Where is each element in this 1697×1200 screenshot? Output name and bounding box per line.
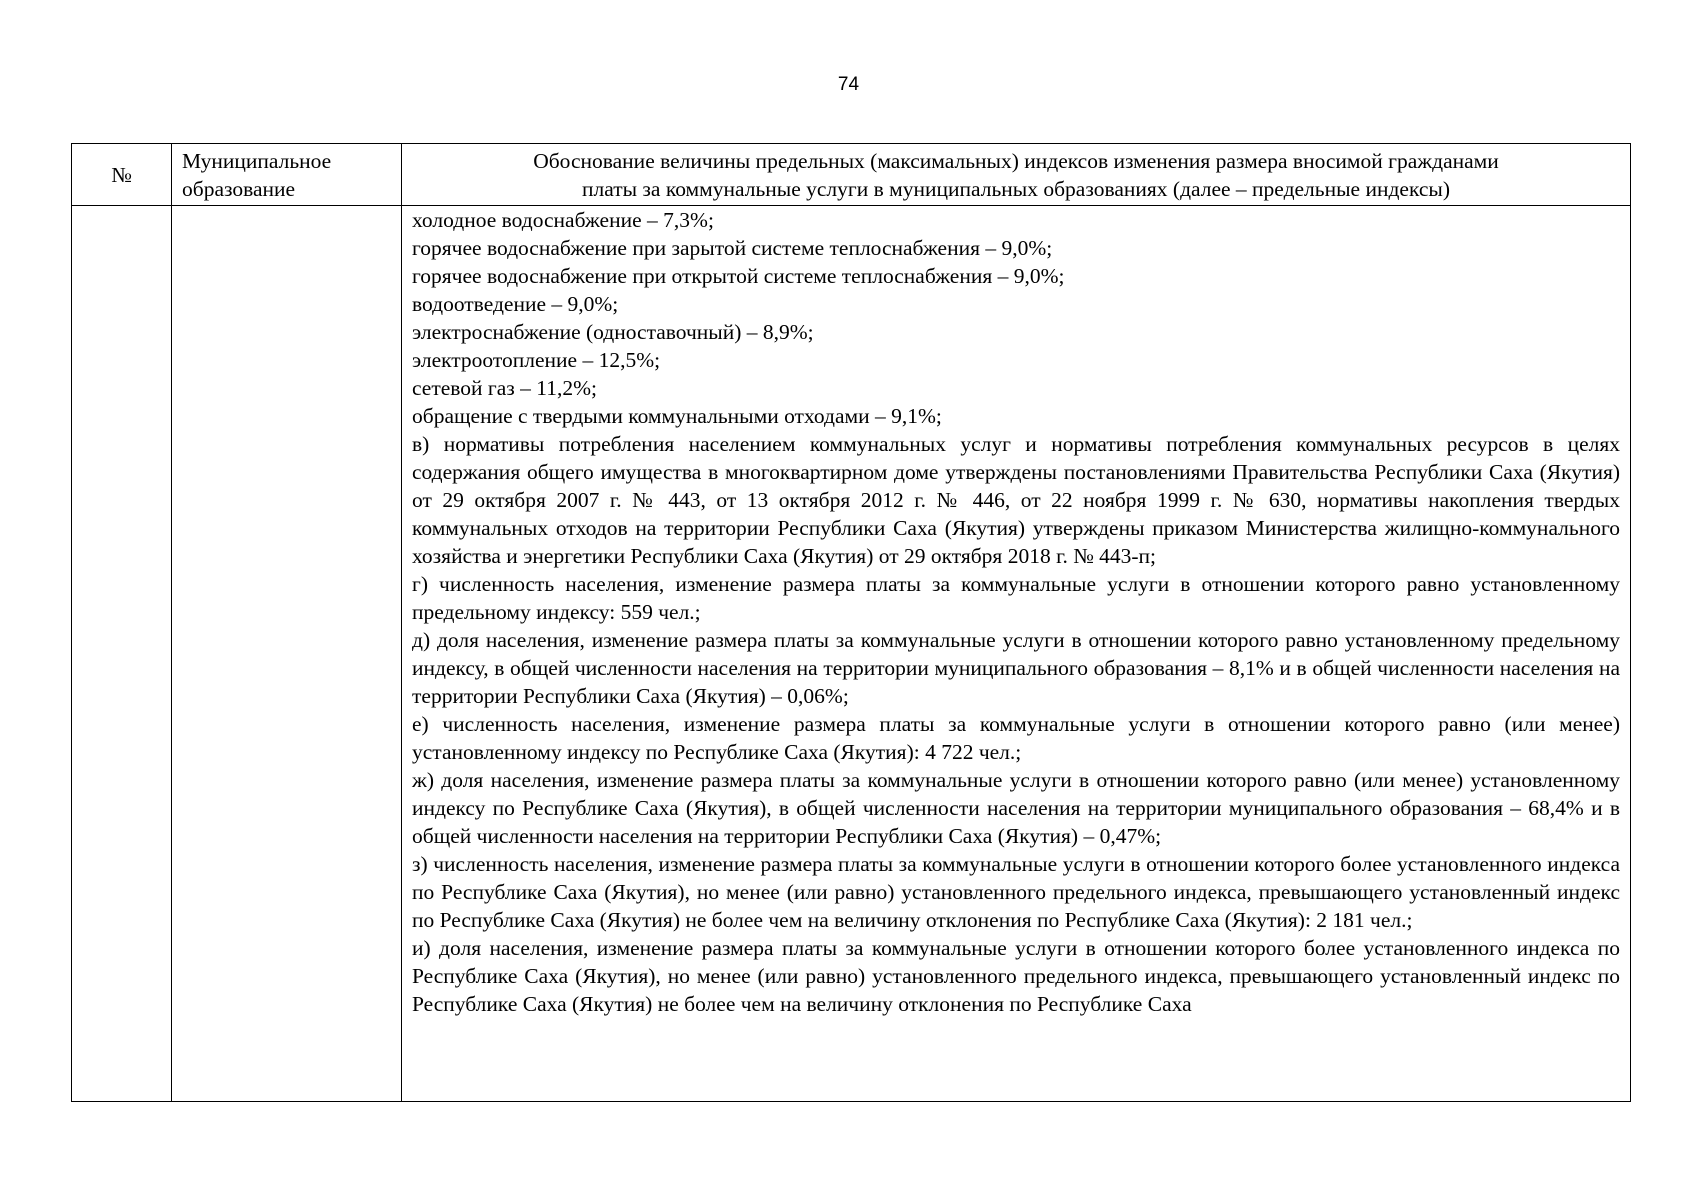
tariff-line-sewerage: водоотведение – 9,0%; [412, 292, 619, 316]
paragraph-d-share-equal: д) доля населения, изменение размера платы за коммунальные услуги в отношении которого равно установленному предельному индексу, в общей численности населения на территории муниципального образования – 8,1% и в общей численности населения на территории Республики Саха (Якутия) – 0,06%; [412, 628, 1620, 708]
tariff-line-cold-water: холодное водоснабжение – 7,3%; [412, 208, 714, 232]
page-number: 74 [837, 74, 860, 95]
row-justification-cell [402, 206, 1631, 1102]
row-municipality-cell [172, 206, 402, 1102]
table-row [72, 206, 1631, 1102]
table-header [72, 144, 1631, 206]
paragraph-i-share-more: и) доля населения, изменение размера платы за коммунальные услуги в отношении которого более установленного индекса по Республике Саха (Якутия), но менее (или равно) установленного предельного индекса, превышающего установленный индекс по Республике Саха (Якутия) не более чем на величину отклонения по Республике Саха [412, 936, 1620, 1016]
tariff-line-hot-water-open: горячее водоснабжение при открытой системе теплоснабжения – 9,0%; [412, 264, 1065, 288]
table-body [72, 206, 1631, 1102]
tariff-line-gas: сетевой газ – 11,2%; [412, 376, 597, 400]
header-municipality-line1: Муниципальное [182, 149, 332, 173]
paragraph-z-population-more: з) численность населения, изменение размера платы за коммунальные услуги в отношении которого более установленного индекса по Республике Саха (Якутия), но менее (или равно) установленного предельного индекса, превышающего установленный индекс по Республике Саха (Якутия) не более чем на величину отклонения по Республике Саха (Якутия): 2 181 чел.; [412, 852, 1620, 932]
paragraph-g-population-equal: г) численность населения, изменение размера платы за коммунальные услуги в отношении которого равно установленному предельному индексу: 559 чел.; [412, 572, 1620, 624]
tariff-line-solid-waste: обращение с твердыми коммунальными отходами – 9,1%; [412, 404, 942, 428]
header-justification-line2: платы за коммунальные услуги в муниципальных образованиях (далее – предельные индексы) [582, 177, 1450, 201]
tariff-line-hot-water-closed: горячее водоснабжение при зарытой системе теплоснабжения – 9,0%; [412, 236, 1053, 260]
tariff-line-electric-heating: электроотопление – 12,5%; [412, 348, 661, 372]
header-number: № [72, 144, 172, 206]
header-municipality-line2: образование [182, 177, 296, 201]
header-justification [402, 144, 1631, 206]
header-justification-line1: Обоснование величины предельных (максимальных) индексов изменения размера вносимой гражданами [533, 149, 1499, 173]
paragraph-zh-share-less: ж) доля населения, изменение размера платы за коммунальные услуги в отношении которого равно (или менее) установленному индексу по Республике Саха (Якутия), в общей численности населения на территории муниципального образования – 68,4% и в общей численности населения на территории Республики Саха (Якутия) – 0,47%; [412, 768, 1620, 848]
paragraph-e-population-less: е) численность населения, изменение размера платы за коммунальные услуги в отношении которого равно (или менее) установленному индексу по Республике Саха (Якутия): 4 722 чел.; [412, 712, 1620, 764]
header-municipality [172, 144, 402, 206]
tariff-line-electricity: электроснабжение (одноставочный) – 8,9%; [412, 320, 814, 344]
header-row [72, 144, 1631, 206]
justification-table [71, 143, 1631, 1102]
row-number-cell [72, 206, 172, 1102]
paragraph-v-norms: в) нормативы потребления населением коммунальных услуг и нормативы потребления коммунальных ресурсов в целях содержания общего имущества в многоквартирном доме утверждены постановлениями Правительства Республики Саха (Якутия) от 29 октября 2007 г. № 443, от 13 октября 2012 г. № 446, от 22 ноября 1999 г. № 630, нормативы накопления твердых коммунальных отходов на территории Республики Саха (Якутия) утверждены приказом Министерства жилищно-коммунального хозяйства и энергетики Республики Саха (Якутия) от 29 октября 2018 г. № 443-п; [412, 432, 1620, 568]
